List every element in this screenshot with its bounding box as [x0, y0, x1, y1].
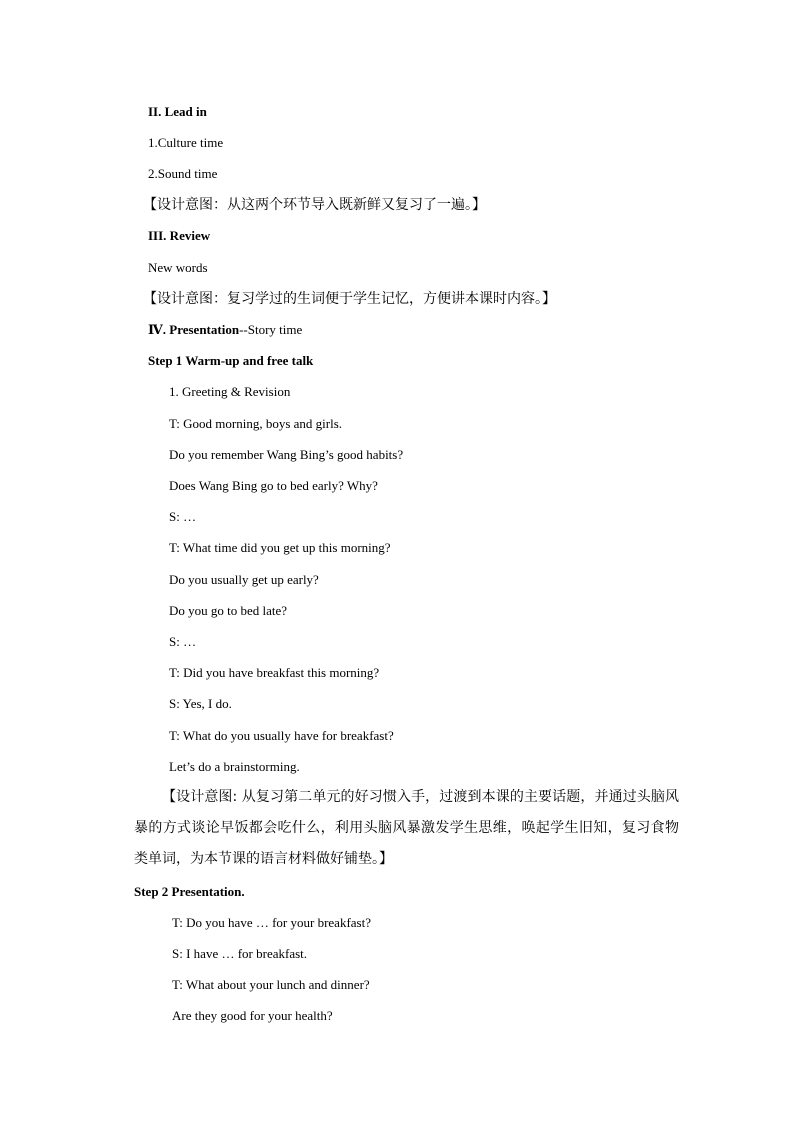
- lead-in-item-sound-time: 2.Sound time: [148, 166, 218, 181]
- presentation-heading: [148, 322, 302, 338]
- presentation-heading-bold: Ⅳ. Presentation: [148, 322, 240, 337]
- lead-in-heading: II. Lead in: [148, 104, 207, 119]
- step1-design-intent: 【设计意图: 从复习第二单元的好习惯入手，过渡到本课的主要话题，并通过头脑风暴的方式谈论早饭都会吃什么，利用头脑风暴激发学生思维，唤起学生旧知，复习食物类单词，为本节课的语言材料做好铺垫。】: [134, 789, 679, 867]
- step2-line: T: Do you have … for your breakfast?: [172, 915, 371, 930]
- presentation-heading-rest: --Story time: [239, 322, 303, 337]
- step1-line: 1. Greeting & Revision: [169, 384, 291, 399]
- step2-line: S: I have … for breakfast.: [172, 946, 308, 961]
- step1-line: T: Good morning, boys and girls.: [169, 416, 343, 431]
- review-heading: III. Review: [148, 228, 211, 243]
- step1-line: S: …: [169, 634, 197, 649]
- step1-line: Do you usually get up early?: [169, 572, 319, 587]
- step1-line: Do you remember Wang Bing’s good habits?: [169, 447, 404, 462]
- step1-line: Does Wang Bing go to bed early? Why?: [169, 478, 378, 493]
- review-design-intent: 【设计意图：复习学过的生词便于学生记忆，方便讲本课时内容。】: [143, 291, 556, 307]
- step1-heading: Step 1 Warm-up and free talk: [148, 353, 314, 368]
- step1-line: T: Did you have breakfast this morning?: [169, 665, 380, 680]
- step1-line: T: What time did you get up this morning?: [169, 540, 391, 555]
- step1-line: S: Yes, I do.: [169, 696, 232, 711]
- lead-in-item-culture-time: 1.Culture time: [148, 135, 224, 150]
- step2-line: Are they good for your health?: [172, 1008, 333, 1023]
- lead-in-design-intent: 【设计意图：从这两个环节导入既新鲜又复习了一遍。】: [143, 197, 486, 213]
- step2-line: T: What about your lunch and dinner?: [172, 977, 370, 992]
- step2-heading: Step 2 Presentation.: [134, 884, 245, 899]
- step1-line: Do you go to bed late?: [169, 603, 288, 618]
- step1-line: T: What do you usually have for breakfast?: [169, 728, 394, 743]
- review-new-words: New words: [148, 260, 208, 275]
- step1-line: S: …: [169, 509, 197, 524]
- step1-line: Let’s do a brainstorming.: [169, 759, 300, 774]
